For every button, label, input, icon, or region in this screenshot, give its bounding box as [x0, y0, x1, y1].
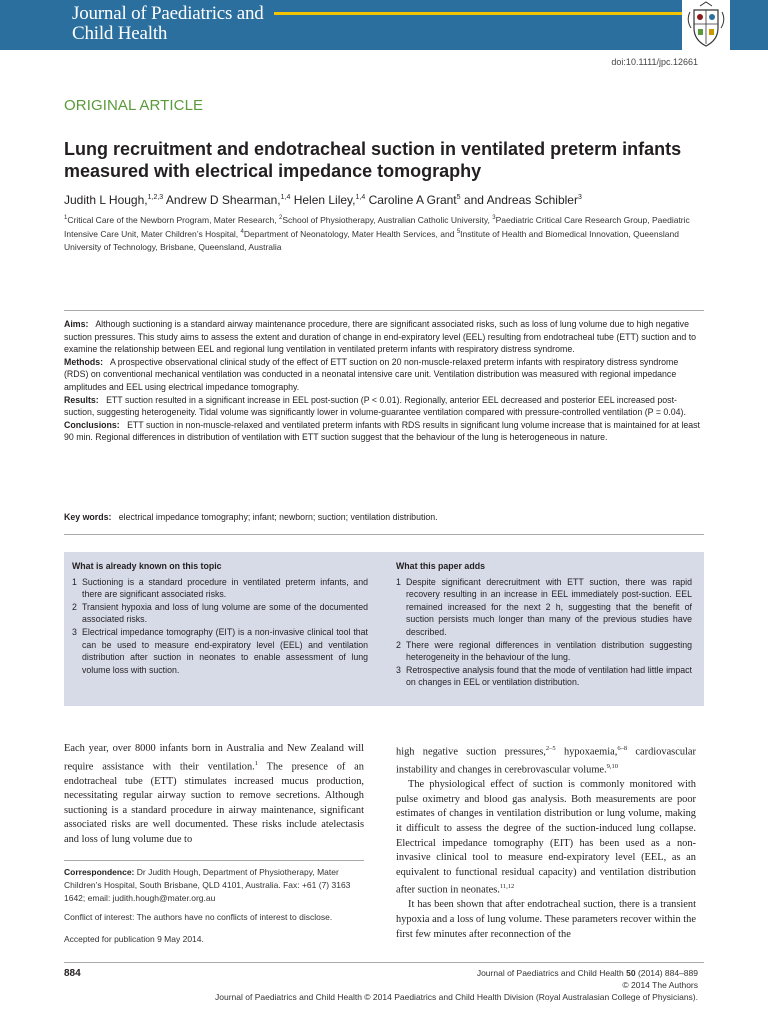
header-rule — [274, 12, 682, 15]
citation-mark[interactable]: 6–8 — [617, 745, 628, 752]
abstract-conclusions-label: Conclusions: — [64, 419, 120, 430]
society-crest-icon — [682, 0, 730, 50]
abstract-conclusions-text: ETT suction in non-muscle-relaxed and ventilated preterm infants with RDS results in significant lung volume increase that is maintained for at least 90 min. Regional differences in distribution of ventilation with ETT suction suggest that the behaviour of the lung is heterogeneous in nature. — [64, 419, 700, 443]
list-item-text: Electrical impedance tomography (EIT) is a non-invasive clinical tool that can be used to measure end-expiratory level (EEL) and ventilation distribution after suction in neonates to enable assessment of lung volume loss with suction. — [82, 626, 368, 675]
correspondence-text[interactable]: Dr Judith Hough, Department of Physiotherapy, Mater Children’s Hospital, South Brisbane, QLD 4101, Australia. Fax: +61 (7) 3163 1642; email: judith.hough@mater.org.au — [64, 867, 351, 903]
affiliation-mark: 3 — [492, 215, 496, 221]
list-item-text: Retrospective analysis found that the mode of ventilation had little impact on changes in EEL or ventilation distribution. — [406, 664, 692, 688]
list-item-text: Despite significant derecruitment with ETT suction, there was rapid recovery resulting in an increase in EEL immediately post-suction. EEL remained increased for the next 2 h, suggesting that the benefit of suction persists much longer than many of the previous studies have described. — [406, 576, 692, 637]
correspondence-label: Correspondence: — [64, 867, 135, 877]
list-item — [396, 664, 692, 689]
body-text: It has been shown that after endotracheal suction, there is a transient hypoxia and a loss of lung volume. These parameters recover within the first few minutes after reconnection of the — [396, 899, 696, 940]
list-item — [72, 601, 368, 626]
summary-box — [64, 552, 704, 706]
list-item — [396, 639, 692, 664]
keywords-text: electrical impedance tomography; infant; newborn; suction; ventilation distribution. — [118, 512, 438, 522]
abstract-results — [64, 394, 704, 419]
author-affiliation-mark: 1,4 — [355, 194, 366, 201]
article-type: ORIGINAL ARTICLE — [64, 97, 204, 114]
affiliation-text: School of Physiotherapy, Australian Catholic University, — [282, 214, 493, 225]
body-text: high negative suction pressures, — [396, 746, 546, 758]
known-column — [72, 560, 368, 676]
affiliation-text: Department of Neonatology, Mater Health Services, and — [243, 229, 457, 240]
body-paragraph — [396, 742, 696, 778]
body-text: Each year, over 8000 infants born in Australia and New Zealand will require assistance with their ventilation. — [64, 743, 364, 773]
citation-mark[interactable]: 9,10 — [606, 763, 619, 771]
body-paragraph — [396, 898, 696, 942]
divider — [64, 310, 704, 311]
footer-copyright-journal: Journal of Paediatrics and Child Health © 2014 Paediatrics and Child Health Division (Royal Australasian College of Physicians). — [215, 992, 698, 1002]
list-number: 3 — [396, 664, 401, 675]
footer-volume: 50 — [626, 968, 636, 978]
journal-header-band — [0, 0, 768, 50]
list-item-text: Suctioning is a standard procedure in ventilated preterm infants, and there are significant associated risks. — [82, 576, 368, 600]
journal-logo — [72, 4, 264, 44]
footer-citation — [477, 968, 698, 978]
list-number: 2 — [396, 639, 401, 650]
body-text: cardiovascular instability and changes in cerebrovascular volume. — [396, 746, 696, 776]
body-text: The physiological effect of suction is commonly monitored with pulse oximetry and blood gas analysis. Both measurements are poor estimates of changes in ventilation distribution or lung volume, making it difficult to assess the degree of the suction-induced lung collapse. Electrical impedance tomography (EIT) has been used as a non-invasive clinical tool to measure end-expiratory level (EEL, as an equivalent to functional residual capacity) and ventilation distribution after suction in neonates. — [396, 779, 696, 896]
page-number: 884 — [64, 968, 81, 979]
footer-journal: Journal of Paediatrics and Child Health — [476, 968, 627, 978]
abstract-aims — [64, 318, 704, 356]
abstract-aims-text: Although suctioning is a standard airway maintenance procedure, there are significant associated risks, such as loss of lung volume due to high negative suction pressures. This study aims to assess the extent and duration of change in end-expiratory level (EEL) resulting from endotracheal tube (ETT) suction and to examine the relationship between EEL and regional lung ventilation in ventilated preterm infants with respiratory distress syndrome. — [64, 319, 697, 355]
list-item — [72, 576, 368, 601]
author-name: Helen Liley, — [293, 193, 356, 207]
body-text: hypoxaemia, — [555, 746, 618, 758]
author-affiliation-mark: 5 — [456, 194, 461, 201]
list-number: 3 — [72, 626, 77, 637]
body-paragraph — [396, 778, 696, 898]
author-name: and Andreas Schibler — [463, 193, 578, 207]
keywords-label: Key words: — [64, 512, 112, 522]
list-number: 1 — [72, 576, 77, 587]
known-heading: What is already known on this topic — [72, 561, 222, 571]
affiliation-text: Paediatric Critical Care Research Group, Paediatric Intensive Care Unit, Mater Children’s Hospital, — [64, 214, 690, 240]
list-item — [72, 626, 368, 676]
affiliation-mark: 5 — [456, 229, 461, 236]
list-number: 2 — [72, 601, 77, 612]
author-list — [64, 190, 704, 208]
adds-column — [396, 560, 692, 689]
author-name: Caroline A Grant — [368, 193, 457, 207]
correspondence — [64, 866, 364, 905]
divider — [64, 962, 704, 963]
citation-mark[interactable]: 2–5 — [545, 745, 556, 752]
journal-logo-line1: Journal of Paediatrics and — [72, 3, 264, 24]
abstract-conclusions — [64, 419, 704, 444]
abstract-methods-label: Methods: — [64, 356, 104, 367]
footer-pages: (2014) 884–889 — [635, 968, 698, 978]
body-column-right — [396, 742, 696, 942]
author-affiliation-mark: 1,4 — [280, 194, 291, 201]
article-title: Lung recruitment and endotracheal suction in ventilated preterm infants measured with electrical impedance tomography — [64, 139, 682, 181]
affiliation-text: Institute of Health and Biomedical Innovation, Queensland University of Technology, Brisbane, Queensland, Australia — [64, 229, 679, 252]
citation-mark[interactable]: 1 — [254, 759, 258, 767]
accepted-date: Accepted for publication 9 May 2014. — [64, 934, 204, 944]
citation-mark[interactable]: 11,12 — [499, 883, 515, 891]
author-name: Andrew D Shearman, — [165, 193, 281, 207]
keywords — [64, 512, 704, 522]
body-paragraph — [64, 742, 364, 848]
body-column-left — [64, 742, 364, 848]
author-affiliation-mark: 3 — [577, 194, 582, 201]
divider — [64, 860, 364, 861]
affiliation-mark: 2 — [278, 215, 283, 221]
body-text: The presence of an endotracheal tube (ETT) stimulates increased mucus production, necessitating regular airway suction to remove secretions. Although suctioning is a standard procedure in airway maintenance, significant associated risks are well documented. These risks include atelectasis and loss of lung volume due to — [64, 761, 364, 846]
abstract-aims-label: Aims: — [64, 319, 89, 329]
conflict-of-interest: Conflict of interest: The authors have no conflicts of interest to disclose. — [64, 912, 333, 922]
affiliation-mark: 1 — [64, 215, 68, 221]
list-number: 1 — [396, 576, 401, 587]
author-name: Judith L Hough, — [64, 193, 148, 207]
abstract-methods — [64, 356, 704, 394]
abstract-methods-text: A prospective observational clinical study of the effect of ETT suction on 20 non-muscle-relaxed preterm infants with respiratory distress syndrome (RDS) on conventional mechanical ventilation was conducted in a neonatal intensive care unit. Ventilation distribution was measured with regional impedance amplitudes and EEL using electrical impedance tomography. — [64, 356, 679, 392]
journal-logo-line2: Child Health — [72, 23, 168, 44]
affiliation-mark: 4 — [240, 229, 244, 236]
author-affiliation-mark: 1,2,3 — [147, 194, 164, 201]
doi[interactable]: doi:10.1111/jpc.12661 — [611, 57, 698, 67]
abstract — [64, 318, 704, 444]
affiliation-text: Critical Care of the Newborn Program, Mater Research, — [67, 214, 279, 225]
affiliations — [64, 212, 704, 253]
footer-copyright-authors: © 2014 The Authors — [622, 980, 698, 990]
abstract-results-label: Results: — [64, 394, 99, 405]
list-item-text: Transient hypoxia and loss of lung volume are some of the documented associated risks. — [82, 601, 368, 625]
list-item — [396, 576, 692, 639]
divider — [64, 534, 704, 535]
adds-heading: What this paper adds — [396, 561, 485, 571]
abstract-results-text: ETT suction resulted in a significant increase in EEL post-suction (P < 0.01). Regionally, anterior EEL decreased and posterior EEL increased post-suction, suggesting heterogeneity. Tidal volume was significantly lower in volume-guarantee ventilation compared with pressure-controlled ventilation (P = 0.04). — [64, 394, 686, 418]
list-item-text: There were regional differences in ventilation distribution suggesting heterogeneity in the behaviour of the lung. — [406, 639, 692, 663]
